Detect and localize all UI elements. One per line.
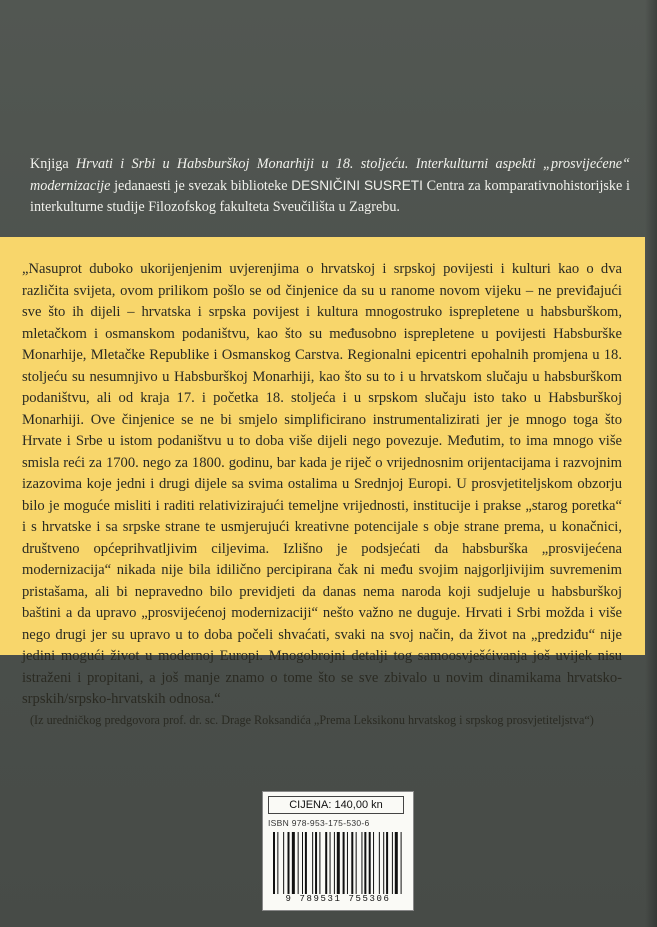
barcode-bar [379,832,380,894]
barcode-sticker [262,791,414,911]
barcode-bar [292,832,295,894]
barcode-bar [277,832,278,894]
barcode-bar [325,832,327,894]
intro-prefix: Knjiga [30,156,76,173]
barcode-graphic [273,832,405,894]
barcode-bar [383,832,384,894]
barcode-bar [319,832,320,894]
barcode-bar [302,832,303,894]
barcode-bar [347,832,348,894]
barcode-bar [386,832,388,894]
barcode-bar [401,832,402,894]
barcode-bar [305,832,307,894]
barcode-bar [288,832,290,894]
barcode-bar [334,832,335,894]
series-name: DESNIČINI SUSRETI [291,178,423,194]
barcode-bar [364,832,366,894]
barcode-bar [283,832,284,894]
barcode-bar [312,832,313,894]
barcode-bar [395,832,398,894]
quote-source: (Iz uredničkog predgovora prof. dr. sc. Drage Roksandića „Prema Leksikonu hrvatskog i srpskog prosvjetiteljstva“) [30,713,594,727]
barcode-bar [330,832,331,894]
barcode-bar [351,832,353,894]
quote-panel [0,237,645,727]
intro-paragraph [30,154,630,218]
barcode-bar [337,832,340,894]
barcode-bar [356,832,357,894]
intro-middle: jedanaesti je svezak biblioteke [110,178,292,195]
barcode-bar [298,832,299,894]
editor-quote: „Nasuprot duboko ukorijenjenim uvjerenjima o hrvatskoj i srpskoj povijesti i kulturi kao o dva različita svijeta, ovom prilikom pošlo se od činjenice da su u ranome novom vijeku – ne previđajući sve što ih dijeli – hrvatska i srpska povijest i kultura mnogostruko isprepletene u habsburškom, mletačkom i osmanskom podaništvu, kao što su međusobno isprepletene u povijesti Habsburške Monarhije, Mletačke Republike i Osmanskog Carstva. Regionalni epicentri epohalnih promjena u 18. stoljeću su nesumnjivo u Habsburškoj Monarhiji, kao što su to i u hrvatskom slučaju u habsburškom podaništvu, ali od kraja 17. i početka 18. stoljeća i u srpskom slučaju isto tako u Habsburškoj Monarhiji. Ove činjenice se ne bi smjelo simplificirano instrumentalizirati jer je mnogo toga što Hrvate i Srbe u istom podaništvu u to doba više dijeli nego povezuje. Međutim, to ima mnogo više smisla reći za 1700. nego za 1800. godinu, bar kada je riječ o vrijednosnim orijentacijama i razvojnim izazovima koje jedni i drugi dijele sa svima ostalima u Srednjoj Europi. U prosvjetiteljskom obzorju bilo je moguće misliti i raditi relativizirajući temeljne vrijednosti, institucije i prakse „starog poretka“ i s hrvatske i sa srpske strane te usmjerujući kreativne potencijale s obje strane prema, u konačnici, društveno općeprihvatljivim ciljevima. Izlišno je podsjećati da habsburška „prosvijećena modernizacija“ nikada nije bila idilično percipirana čak ni među svojim najgorljivijim suvremenim pristašama, ali bi nepravedno bilo previdjeti da danas nema naroda koji sudjeluje u habsburškoj baštini a da upravo „prosvijećenoj modernizaciji“ nešto važno ne duguje. Hrvati i Srbi možda i više nego drugi jer su upravo u to doba počeli shvaćati, svaki na svoj način, da život na „predziđu“ nije jedini mogući život u modernoj Europi. Mnogobrojni detalji tog samoosvješćivanja još uvijek nisu istraženi i propitani, a još manje znamo o tome što se sve zbivalo u novim dinamikama hrvatsko-srpskih/srpsko-hrvatskih odnosa.“ [22,261,622,707]
barcode-bar [343,832,345,894]
price-label: CIJENA: 140,00 kn [268,796,404,814]
barcode-bar [392,832,393,894]
barcode-bar [273,832,275,894]
intro-suffix: Centra za komparativnohistorijske i interkulturne studije Filozofskog fakulteta Sveučilišta u Zagrebu. [30,178,630,216]
barcode-number: 9 789531 755306 [285,894,391,904]
barcode-bar [369,832,371,894]
isbn-label: ISBN 978-953-175-530-6 [268,818,370,828]
barcode-bar [361,832,362,894]
book-title: Hrvati i Srbi u Habsburškoj Monarhiji u 18. stoljeću. Interkulturni aspekti „prosvijećene“ modernizacije [30,156,630,195]
barcode-bar [373,832,374,894]
barcode-bar [315,832,317,894]
